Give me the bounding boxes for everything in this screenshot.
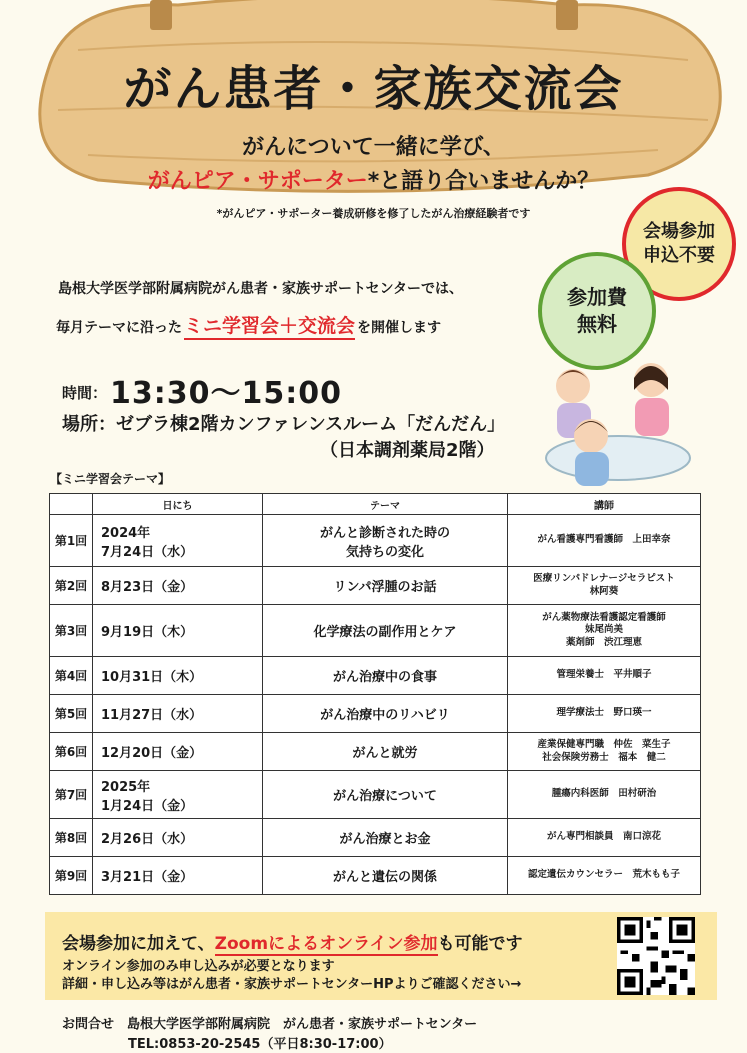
date-line-2: 7月24日（水） [101,544,194,560]
session-date [93,819,263,857]
date-line-2: 1月24日（金） [101,798,194,814]
session-number: 第5回 [50,695,93,733]
intro-line-2-pre: 毎月テーマに沿った [56,320,182,336]
session-theme [263,515,508,567]
place-note: （日本調剤薬局2階） [320,440,495,461]
session-lecturer [508,567,701,605]
session-theme [263,657,508,695]
subtitle-line-2-rest: *と語り合いませんか？ [367,169,600,194]
online-line-1-post: も可能です [437,934,523,954]
session-lecturer [508,733,701,771]
session-theme [263,605,508,657]
qr-code-icon[interactable] [617,917,695,995]
badge-fee-line1: 参加費 [567,285,627,309]
contact-tel: TEL:0853-20-2545（平日8:30-17:00） [128,1037,392,1052]
date-line-1: 11月27日（水） [101,708,203,723]
session-lecturer [508,819,701,857]
date-line-1: 2月26日（水） [101,832,194,847]
lecturer-line-1: 産業保健専門職 仲佐 菜生子 [537,739,671,751]
session-number: 第9回 [50,857,93,895]
date-line-1: 10月31日（木） [101,670,203,685]
date-line-1: 8月23日（金） [101,580,194,595]
header-no [50,494,93,515]
table-row [50,857,701,895]
date-line-1: 2024年 [101,525,151,541]
session-lecturer [508,515,701,567]
header-theme: テーマ [263,494,508,515]
theme-line-1: がん治療中の食事 [332,670,437,685]
session-date [93,733,263,771]
time-value: 13:30〜15:00 [110,376,342,411]
session-number: 第6回 [50,733,93,771]
session-date [93,605,263,657]
date-line-1: 3月21日（金） [101,870,194,885]
contact-line: お問合せ 島根大学医学部附属病院 がん患者・家族サポートセンター [62,1017,478,1032]
table-row [50,567,701,605]
lecturer-line-1: がん専門相談員 南口涼花 [546,831,661,843]
zoom-highlight: Zoomによるオンライン参加 [214,934,438,954]
intro-line-2 [56,311,441,340]
table-row [50,605,701,657]
session-date [93,695,263,733]
theme-line-1: がん治療中のリハビリ [320,708,450,723]
session-theme [263,733,508,771]
intro-line-1: 島根大学医学部附属病院がん患者・家族サポートセンターでは、 [58,281,464,297]
session-number: 第4回 [50,657,93,695]
session-lecturer [508,771,701,819]
table-row [50,733,701,771]
table-row [50,695,701,733]
people-talking-illustration [543,358,693,493]
footnote: *がんピア・サポーター養成研修を修了したがん治療経験者です [216,207,531,220]
lecturer-line-2: 妹尾尚美 [584,624,623,636]
lecturer-line-2: 社会保険労務士 福本 健二 [542,751,666,763]
badge-venue-line2: 申込不要 [643,245,715,266]
session-date [93,857,263,895]
session-date [93,515,263,567]
session-lecturer [508,695,701,733]
table-row [50,657,701,695]
session-lecturer [508,857,701,895]
online-line-1 [62,929,523,954]
place-text: 場所：ゼブラ棟2階カンファレンスルーム「だんだん」 [62,414,506,435]
lecturer-line-1: 認定遺伝カウンセラー 荒木もも子 [527,869,680,881]
peer-supporter-highlight: がんピア・サポーター [147,169,368,194]
session-lecturer [508,657,701,695]
schedule-table [49,493,701,895]
session-number: 第7回 [50,771,93,819]
page-title: がん患者・家族交流会 [123,61,624,117]
table-row [50,819,701,857]
lecturer-line-1: 理学療法士 野口瑛一 [556,707,652,719]
date-line-1: 2025年 [101,779,151,795]
lecturer-line-2: 林阿葵 [589,585,619,597]
session-theme [263,567,508,605]
badge-fee-line2: 無料 [577,312,617,336]
theme-line-1: がんと就労 [352,746,418,761]
intro-line-2-post: を開催します [357,320,442,336]
session-theme [263,771,508,819]
schedule-section-label: 【ミニ学習会テーマ】 [50,472,171,486]
lecturer-line-1: 医療リンパドレナージセラピスト [533,573,675,585]
session-date [93,771,263,819]
lecturer-line-1: がん薬物療法看護認定看護師 [542,611,666,623]
free-fee-badge [538,252,656,370]
theme-line-1: がんと遺伝の関係 [332,870,437,885]
lecturer-line-1: 腫瘍内科医師 田村研治 [551,788,657,800]
theme-line-1: がん治療とお金 [339,832,431,847]
header-lecturer: 講師 [508,494,701,515]
session-number: 第1回 [50,515,93,567]
session-theme [263,819,508,857]
session-theme [263,695,508,733]
subtitle-line-1: がんについて一緒に学び、 [242,135,505,160]
online-line-2: オンライン参加のみ申し込みが必要となります [62,959,335,974]
online-line-1-pre: 会場参加に加えて、 [62,934,215,954]
session-date [93,657,263,695]
table-header-row [50,494,701,515]
theme-line-1: がん治療について [333,789,437,804]
session-number: 第2回 [50,567,93,605]
session-theme [263,857,508,895]
date-line-1: 12月20日（金） [101,746,203,761]
mini-study-highlight: ミニ学習会＋交流会 [184,311,355,340]
theme-line-1: がんと診断された時の [319,525,450,541]
table-row [50,515,701,567]
lecturer-line-1: 管理栄養士 平井順子 [556,669,652,681]
lecturer-line-3: 薬剤師 渋江理恵 [565,636,642,648]
header-date: 日にち [93,494,263,515]
session-lecturer [508,605,701,657]
lecturer-line-1: がん看護専門看護師 上田幸奈 [537,534,671,546]
session-number: 第3回 [50,605,93,657]
theme-line-2: 気持ちの変化 [345,544,424,560]
time-label: 時間： [62,384,108,402]
theme-line-1: 化学療法の副作用とケア [313,625,457,640]
table-row [50,771,701,819]
theme-line-1: リンパ浮腫のお話 [333,580,437,595]
subtitle-line-2 [0,164,747,195]
online-line-3: 詳細・申し込み等はがん患者・家族サポートセンターHPよりご確認ください→ [62,977,522,992]
session-date [93,567,263,605]
session-number: 第8回 [50,819,93,857]
date-line-1: 9月19日（木） [101,625,194,640]
badge-venue-line1: 会場参加 [643,220,715,242]
